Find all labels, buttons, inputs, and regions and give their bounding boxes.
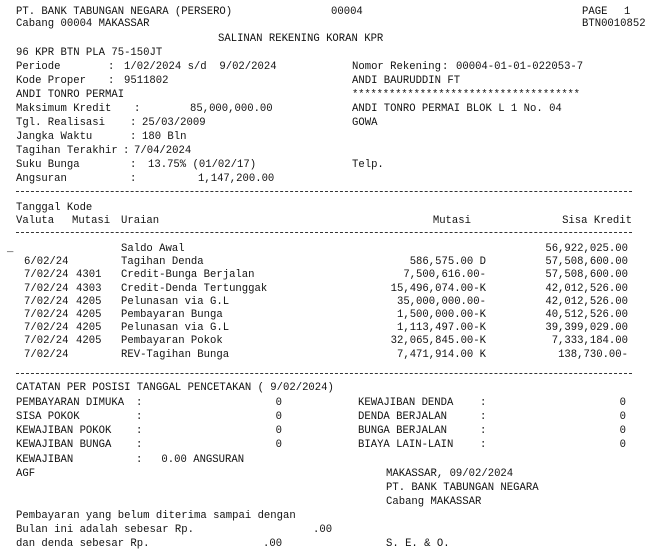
row-code: 4301 — [76, 269, 102, 281]
row-balance: 7,333,184.00 — [551, 335, 628, 347]
row-description: REV-Tagihan Bunga — [121, 349, 230, 361]
col-amount: Mutasi — [432, 215, 471, 227]
proper-value: 9511802 — [124, 75, 169, 87]
note-colon: : — [480, 425, 487, 437]
note-colon: : — [136, 397, 143, 409]
note-label: BIAYA LAIN-LAIN — [358, 439, 454, 451]
note-label: KEWAJIBAN POKOK — [16, 425, 112, 437]
row-amount: 35,000,000.00- — [396, 296, 486, 308]
note-line-3-amount: .00 — [263, 538, 283, 550]
bank-name: PT. BANK TABUNGAN NEGARA (PERSERO) — [16, 6, 233, 18]
account-number-value: 00004-01-01-022053-7 — [456, 61, 584, 73]
row-amount: 15,496,074.00-K — [390, 283, 486, 295]
row-description: Tagihan Denda — [121, 256, 204, 268]
row-amount: 586,575.00 D — [409, 256, 486, 268]
note-colon: : — [136, 411, 143, 423]
note-colon: : — [136, 439, 143, 451]
note-value: 0 — [275, 411, 282, 423]
note-value: 0 — [619, 439, 626, 451]
row-balance: 138,730.00- — [558, 349, 628, 361]
row-amount: 7,471,914.00 K — [396, 349, 486, 361]
note-label: DENDA BERJALAN — [358, 411, 448, 423]
row-date: 7/02/24 — [24, 269, 69, 281]
row-date: 7/02/24 — [24, 335, 69, 347]
row-description: Pembayaran Pokok — [121, 335, 223, 347]
period-label: Periode — [16, 61, 61, 73]
max-credit-value: 85,000,000.00 — [190, 103, 273, 115]
row-date: 7/02/24 — [24, 349, 69, 361]
product-name: 96 KPR BTN PLA 75-150JT — [16, 47, 163, 59]
row-amount: 1,113,497.00-K — [396, 322, 486, 334]
row-amount: 7,500,616.00- — [403, 269, 486, 281]
col-date-code: Tanggal Kode — [16, 202, 93, 214]
proper-label: Kode Proper — [16, 75, 86, 87]
row-description: Credit-Bunga Berjalan — [121, 269, 255, 281]
note-value: 0 — [275, 439, 282, 451]
note-colon: : — [480, 411, 487, 423]
branch-code: 00004 — [331, 6, 363, 18]
period-value: 1/02/2024 s/d 9/02/2024 — [124, 61, 277, 73]
note-label: KEWAJIBAN BUNGA — [16, 439, 112, 451]
note-value: 0 — [619, 425, 626, 437]
row-balance: 42,012,526.00 — [545, 296, 628, 308]
page-number: 1 — [624, 6, 631, 18]
row-date: 7/02/24 — [24, 283, 69, 295]
document-title: SALINAN REKENING KORAN KPR — [218, 33, 384, 45]
doc-code: BTN0010852 — [582, 18, 646, 30]
row-balance: 56,922,025.00 — [545, 243, 628, 255]
interest-value: 13.75% (01/02/17) — [148, 159, 257, 171]
separator-stars: ************************************* — [352, 89, 580, 101]
row-description: Pembayaran Bunga — [121, 309, 223, 321]
account-number-label: Nomor Rekening — [352, 61, 442, 73]
note-value: 0 — [619, 411, 626, 423]
col-balance: Sisa Kredit — [562, 215, 632, 227]
branch-name: Cabang 00004 MAKASSAR — [16, 18, 150, 30]
note-label: BUNGA BERJALAN — [358, 425, 448, 437]
last-bill-label: Tagihan Terakhir — [16, 145, 118, 157]
row-balance: 57,508,600.00 — [545, 269, 628, 281]
col-uraian: Uraian — [121, 215, 160, 227]
row-description: Pelunasan via G.L — [121, 296, 230, 308]
row-description: Saldo Awal — [121, 243, 185, 255]
holder-name: ANDI BAURUDDIN FT — [352, 75, 461, 87]
see-label: S. E. & O. — [386, 538, 450, 550]
last-bill-value: 7/04/2024 — [134, 145, 192, 157]
note-label: PEMBAYARAN DIMUKA — [16, 397, 125, 409]
note-label: SISA POKOK — [16, 411, 80, 423]
phone-label: Telp. — [352, 159, 384, 171]
row-date: 7/02/24 — [24, 322, 69, 334]
term-label: Jangka Waktu — [16, 131, 93, 143]
note-value: 0 — [275, 425, 282, 437]
footer-branch: Cabang MAKASSAR — [386, 496, 482, 508]
row-date: 7/02/24 — [24, 296, 69, 308]
note-value: 0 — [275, 397, 282, 409]
row-description: Credit-Denda Tertunggak — [121, 283, 268, 295]
developer-name: ANDI TONRO PERMAI — [16, 89, 125, 101]
row-code: 4205 — [76, 322, 102, 334]
footer-bank: PT. BANK TABUNGAN NEGARA — [386, 482, 539, 494]
address-line-2: GOWA — [352, 117, 378, 129]
obligation-label: KEWAJIBAN — [16, 454, 74, 466]
divider — [16, 373, 632, 374]
row-balance: 57,508,600.00 — [545, 256, 628, 268]
row-balance: 39,399,029.00 — [545, 322, 628, 334]
row-code: 4205 — [76, 309, 102, 321]
installment-value: 1,147,200.00 — [198, 173, 275, 185]
row-date: 7/02/24 — [24, 309, 69, 321]
address-line-1: ANDI TONRO PERMAI BLOK L 1 No. 04 — [352, 103, 562, 115]
interest-label: Suku Bunga — [16, 159, 80, 171]
place-date: MAKASSAR, 09/02/2024 — [386, 468, 514, 480]
note-line-2: Bulan ini adalah sebesar Rp. — [16, 524, 195, 536]
note-label: KEWAJIBAN DENDA — [358, 397, 454, 409]
obligation-value: : 0.00 ANGSURAN — [136, 454, 245, 466]
divider — [16, 191, 632, 192]
divider — [16, 232, 632, 233]
note-line-3: dan denda sebesar Rp. — [16, 538, 150, 550]
note-colon: : — [480, 439, 487, 451]
row-balance: 42,012,526.00 — [545, 283, 628, 295]
notes-title: CATATAN PER POSISI TANGGAL PENCETAKAN ( 9/02/2024) — [16, 382, 334, 394]
row-balance: 40,512,526.00 — [545, 309, 628, 321]
note-line-2-amount: .00 — [313, 524, 333, 536]
row-description: Pelunasan via G.L — [121, 322, 230, 334]
col-valuta: Valuta — [16, 215, 55, 227]
note-value: 0 — [619, 397, 626, 409]
row-code: 4303 — [76, 283, 102, 295]
row-amount: 32,065,845.00-K — [390, 335, 486, 347]
row-code: 4205 — [76, 296, 102, 308]
page-label: PAGE — [582, 6, 608, 18]
row-code: 4205 — [76, 335, 102, 347]
agf-label: AGF — [16, 468, 36, 480]
col-mutasi: Mutasi — [72, 215, 111, 227]
realization-label: Tgl. Realisasi — [16, 117, 106, 129]
row-amount: 1,500,000.00-K — [396, 309, 486, 321]
note-line-1: Pembayaran yang belum diterima sampai dengan — [16, 510, 296, 522]
installment-label: Angsuran — [16, 173, 67, 185]
max-credit-label: Maksimum Kredit — [16, 103, 112, 115]
term-value: 180 Bln — [142, 131, 187, 143]
note-colon: : — [480, 397, 487, 409]
realization-value: 25/03/2009 — [142, 117, 206, 129]
row-date: 6/02/24 — [24, 256, 69, 268]
note-colon: : — [136, 425, 143, 437]
